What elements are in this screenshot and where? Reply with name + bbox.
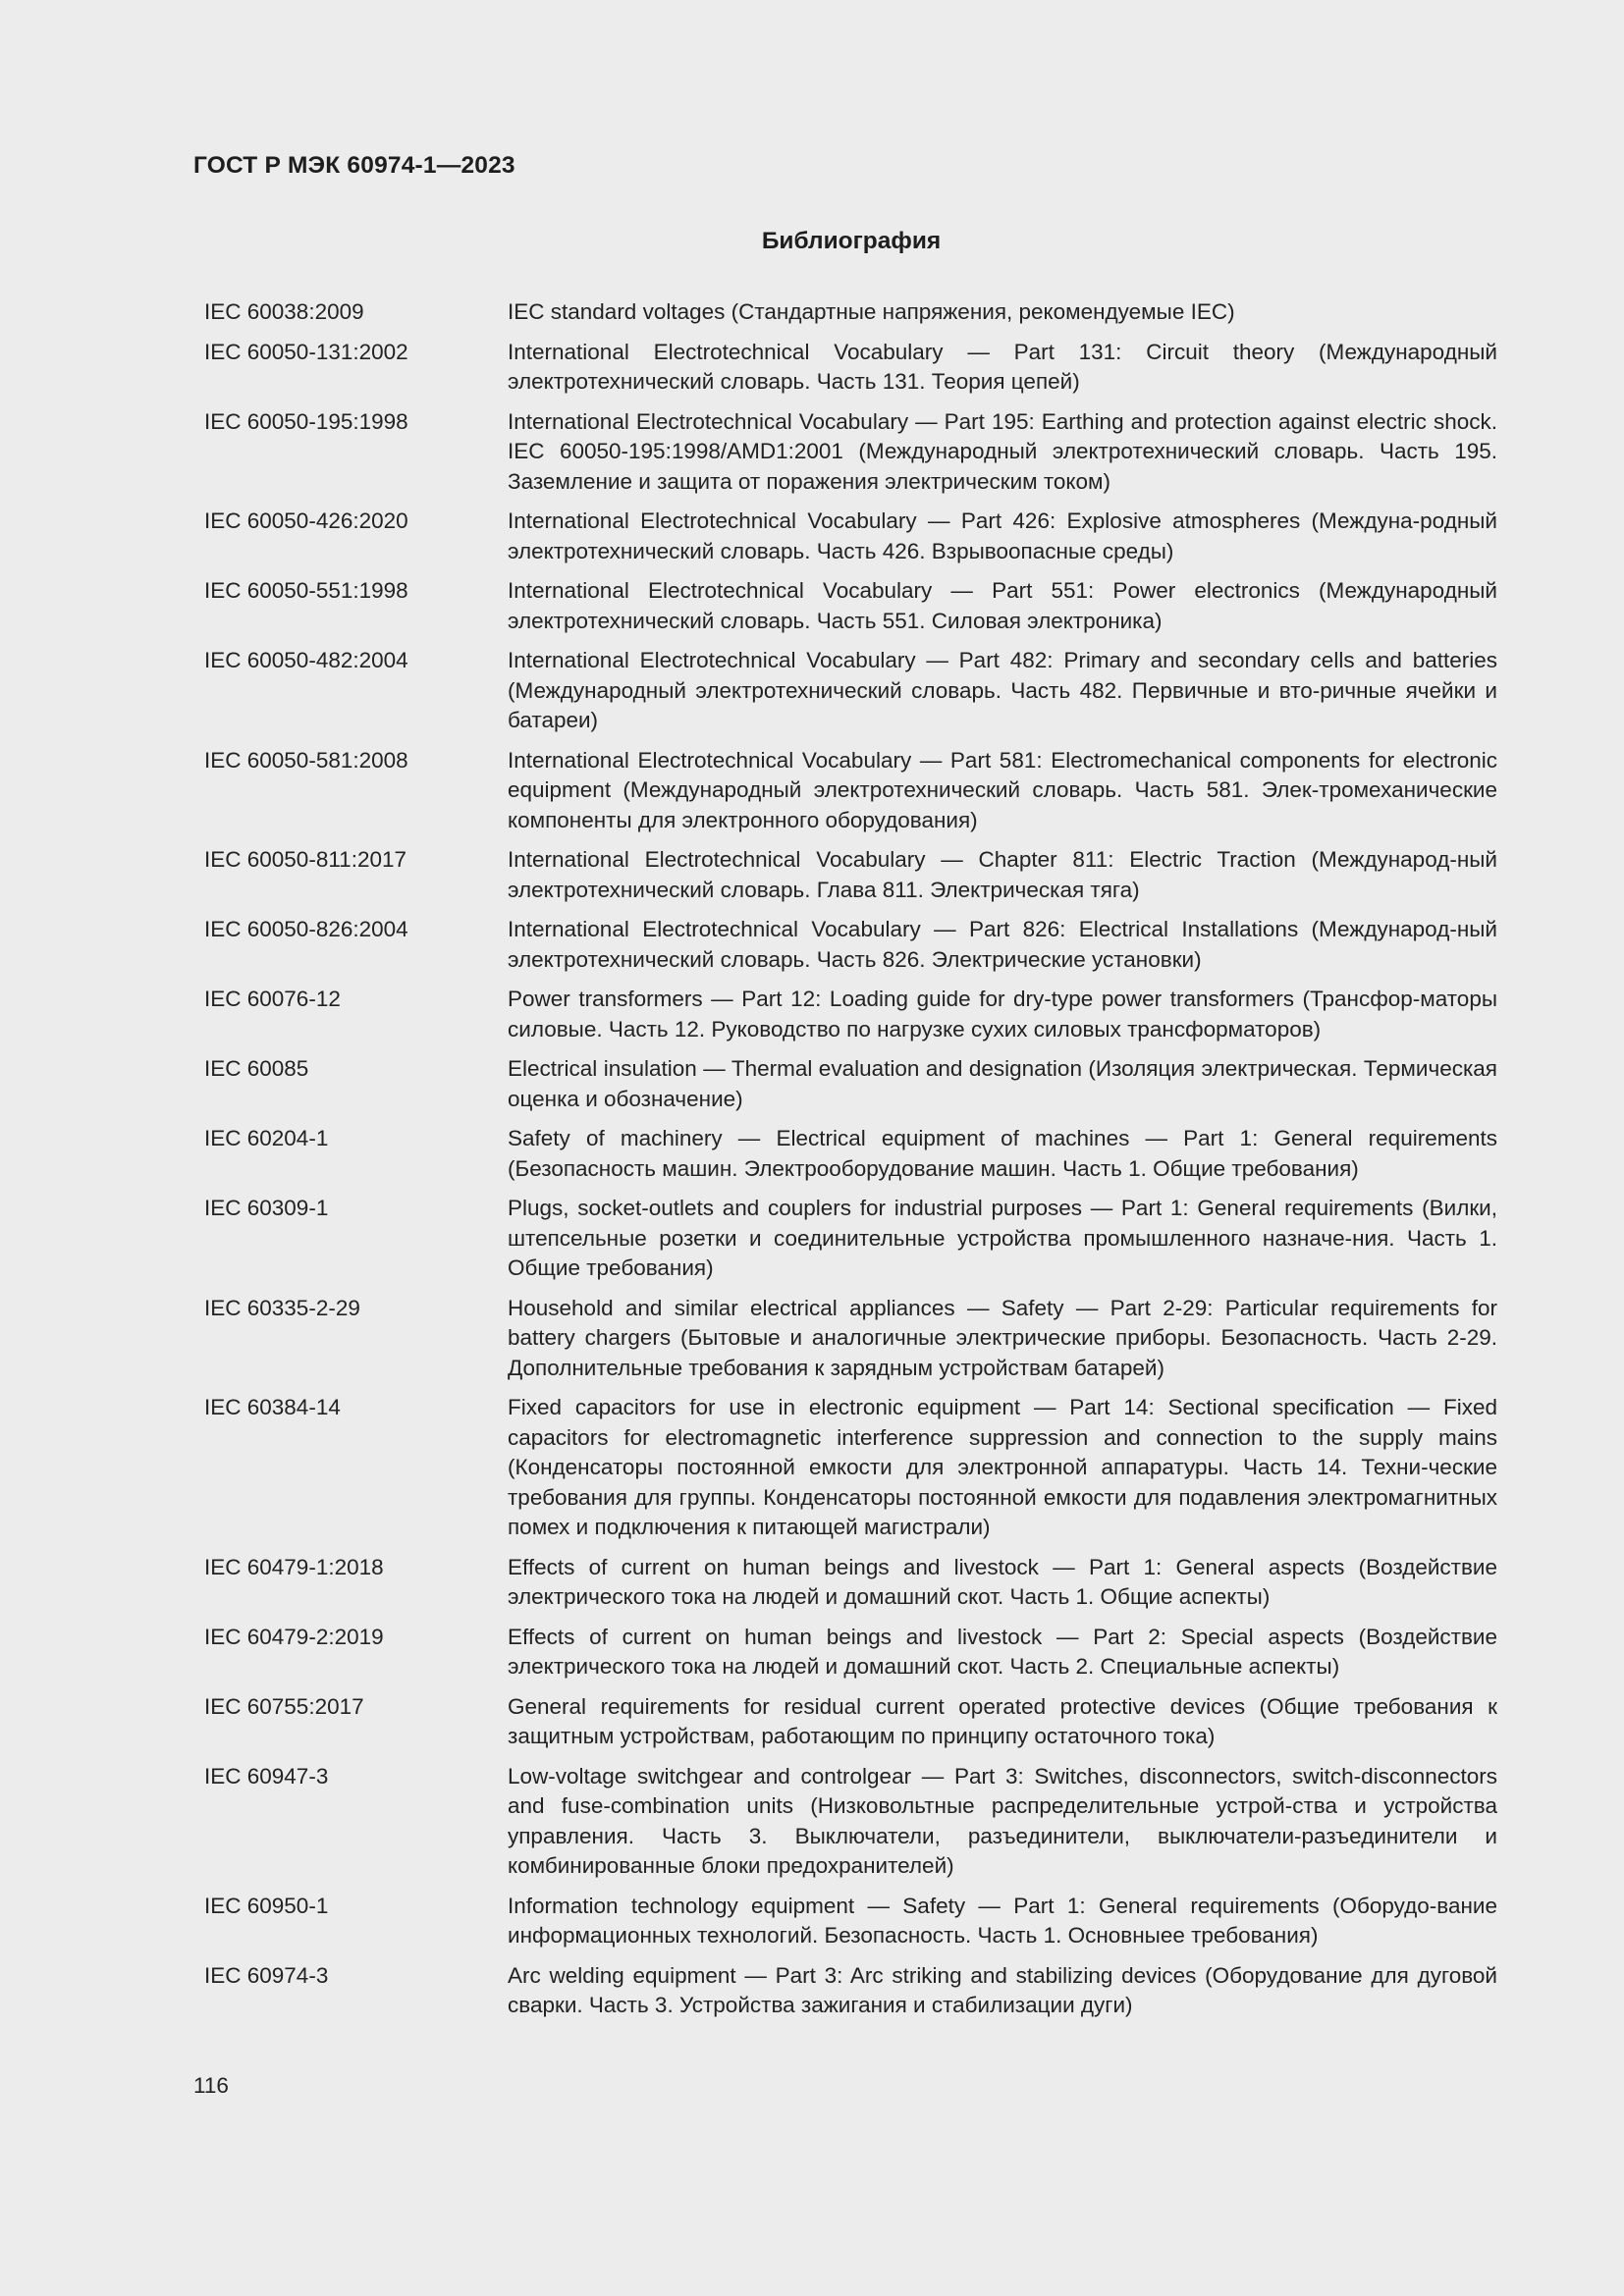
reference-entry bbox=[204, 1393, 1497, 1543]
reference-entry bbox=[204, 1054, 1497, 1114]
reference-text: Safety of machinery — Electrical equipment of machines — Part 1: General requirements (Безопасность машин. Электрооборудование машин. Часть 1. Общие требования) bbox=[508, 1126, 1497, 1181]
reference-entry bbox=[204, 507, 1497, 566]
reference-text: Plugs, socket-outlets and couplers for industrial purposes — Part 1: General requirements (Вилки, штепсельные розетки и соединительные устройства промышленного назначе-ния. Часть 1. Общие требования) bbox=[508, 1196, 1497, 1280]
reference-text: International Electrotechnical Vocabulary — Chapter 811: Electric Traction (Международ-ный электротехнический словарь. Глава 811. Электрическая тяга) bbox=[508, 847, 1497, 902]
reference-entry bbox=[204, 1294, 1497, 1384]
reference-id: IEC 60950-1 bbox=[204, 1893, 329, 1918]
reference-entry bbox=[204, 1692, 1497, 1752]
reference-id: IEC 60384-14 bbox=[204, 1395, 341, 1419]
reference-text: International Electrotechnical Vocabulary — Part 195: Earthing and protection against electric shock. IEC 60050-195:1998/AMD1:2001 (Международный электротехнический словарь. Часть 195. Заземление и защита от поражения электрическим током) bbox=[508, 408, 1497, 494]
reference-entry bbox=[204, 297, 1497, 328]
reference-id: IEC 60309-1 bbox=[204, 1196, 329, 1220]
page-number: 116 bbox=[193, 2073, 229, 2098]
reference-entry bbox=[204, 1553, 1497, 1613]
reference-entry bbox=[204, 1892, 1497, 1951]
reference-text: International Electrotechnical Vocabulary — Part 482: Primary and secondary cells and batteries (Международный электротехнический словарь. Часть 482. Первичные и вто-ричные ячейки и батареи) bbox=[508, 648, 1497, 732]
reference-id: IEC 60050-426:2020 bbox=[204, 508, 408, 533]
reference-id: IEC 60335-2-29 bbox=[204, 1295, 360, 1320]
bibliography-title: Библиография bbox=[761, 228, 942, 254]
reference-text: Power transformers — Part 12: Loading guide for dry-type power transformers (Трансфор-маторы силовые. Часть 12. Руководство по нагрузке сухих силовых трансформаторов) bbox=[508, 987, 1497, 1041]
reference-id: IEC 60050-811:2017 bbox=[204, 847, 406, 872]
reference-id: IEC 60479-1:2018 bbox=[204, 1554, 384, 1579]
reference-entry bbox=[204, 576, 1497, 636]
reference-id: IEC 60050-482:2004 bbox=[204, 648, 408, 672]
reference-entry bbox=[204, 338, 1497, 398]
reference-text: Information technology equipment — Safety — Part 1: General requirements (Оборудо-вание информационных технологий. Безопасность. Часть 1. Основныее требования) bbox=[508, 1893, 1497, 1948]
reference-entry bbox=[204, 1762, 1497, 1882]
reference-entry bbox=[204, 1961, 1497, 2021]
reference-id: IEC 60479-2:2019 bbox=[204, 1624, 384, 1649]
reference-entry bbox=[204, 746, 1497, 836]
reference-id: IEC 60050-581:2008 bbox=[204, 747, 408, 773]
reference-entry bbox=[204, 1623, 1497, 1682]
reference-id: IEC 60947-3 bbox=[204, 1763, 329, 1789]
reference-text: International Electrotechnical Vocabulary — Part 426: Explosive atmospheres (Междуна-родный электротехнический словарь. Часть 426. Взрывоопасные среды) bbox=[508, 508, 1497, 563]
reference-entry bbox=[204, 1194, 1497, 1284]
reference-id: IEC 60755:2017 bbox=[204, 1693, 364, 1719]
reference-text: Low-voltage switchgear and controlgear — Part 3: Switches, disconnectors, switch-disconnectors and fuse-combination units (Низковольтные распределительные устрой-ства и устройства управления. Часть 3. Выключатели, разъединители, выключатели-разъединители и комбинированные блоки предохранителей) bbox=[508, 1763, 1497, 1878]
reference-id: IEC 60204-1 bbox=[204, 1126, 329, 1150]
bibliography-list bbox=[204, 297, 1497, 2031]
reference-text: General requirements for residual current operated protective devices (Общие требования к защитным устройствам, работающим по принципу остаточного тока) bbox=[508, 1693, 1497, 1748]
document-code-header: ГОСТ Р МЭК 60974-1—2023 bbox=[193, 152, 515, 179]
reference-text: Household and similar electrical appliances — Safety — Part 2-29: Particular requirements for battery chargers (Бытовые и аналогичные электрические приборы. Безопасность. Часть 2-29. Дополнительные требования к зарядным устройствам батарей) bbox=[508, 1295, 1497, 1380]
reference-entry bbox=[204, 646, 1497, 736]
reference-text: International Electrotechnical Vocabulary — Part 581: Electromechanical components for electronic equipment (Международный электротехнический словарь. Часть 581. Элек-тромеханические компоненты для электронного оборудования) bbox=[508, 747, 1497, 832]
reference-text: Electrical insulation — Thermal evaluation and designation (Изоляция электрическая. Термическая оценка и обозначение) bbox=[508, 1056, 1497, 1111]
reference-text: Effects of current on human beings and livestock — Part 1: General aspects (Воздействие электрического тока на людей и домашний скот. Часть 1. Общие аспекты) bbox=[508, 1554, 1497, 1609]
reference-text: International Electrotechnical Vocabulary — Part 551: Power electronics (Международный электротехнический словарь. Часть 551. Силовая электроника) bbox=[508, 578, 1497, 633]
reference-text: Effects of current on human beings and livestock — Part 2: Special aspects (Воздействие электрического тока на людей и домашний скот. Часть 2. Специальные аспекты) bbox=[508, 1624, 1497, 1679]
reference-id: IEC 60974-3 bbox=[204, 1962, 329, 1988]
reference-entry bbox=[204, 915, 1497, 975]
reference-text: IEC standard voltages (Стандартные напряжения, рекомендуемые IEC) bbox=[508, 299, 1235, 324]
reference-id: IEC 60050-131:2002 bbox=[204, 339, 408, 364]
reference-entry bbox=[204, 407, 1497, 498]
reference-entry bbox=[204, 1124, 1497, 1184]
reference-id: IEC 60050-551:1998 bbox=[204, 578, 408, 603]
reference-id: IEC 60050-826:2004 bbox=[204, 917, 408, 941]
reference-entry bbox=[204, 845, 1497, 905]
reference-id: IEC 60050-195:1998 bbox=[204, 408, 408, 434]
reference-id: IEC 60085 bbox=[204, 1056, 309, 1081]
reference-text: International Electrotechnical Vocabulary — Part 131: Circuit theory (Международный электротехнический словарь. Часть 131. Теория цепей) bbox=[508, 339, 1497, 394]
reference-text: Fixed capacitors for use in electronic equipment — Part 14: Sectional specification — Fixed capacitors for electromagnetic interference suppression and connection to the supply mains (Конденсаторы постоянной емкости для электронной аппаратуры. Часть 14. Техни-ческие требования для группы. Конденсаторы постоянной емкости для подавления электромагнитных помех и подключения к питающей магистрали) bbox=[508, 1395, 1497, 1539]
reference-id: IEC 60076-12 bbox=[204, 987, 341, 1011]
reference-text: Arc welding equipment — Part 3: Arc striking and stabilizing devices (Оборудование для дуговой сварки. Часть 3. Устройства зажигания и стабилизации дуги) bbox=[508, 1962, 1497, 2017]
reference-entry bbox=[204, 985, 1497, 1044]
reference-id: IEC 60038:2009 bbox=[204, 299, 364, 324]
reference-text: International Electrotechnical Vocabulary — Part 826: Electrical Installations (Международ-ный электротехнический словарь. Часть 826. Электрические установки) bbox=[508, 917, 1497, 972]
